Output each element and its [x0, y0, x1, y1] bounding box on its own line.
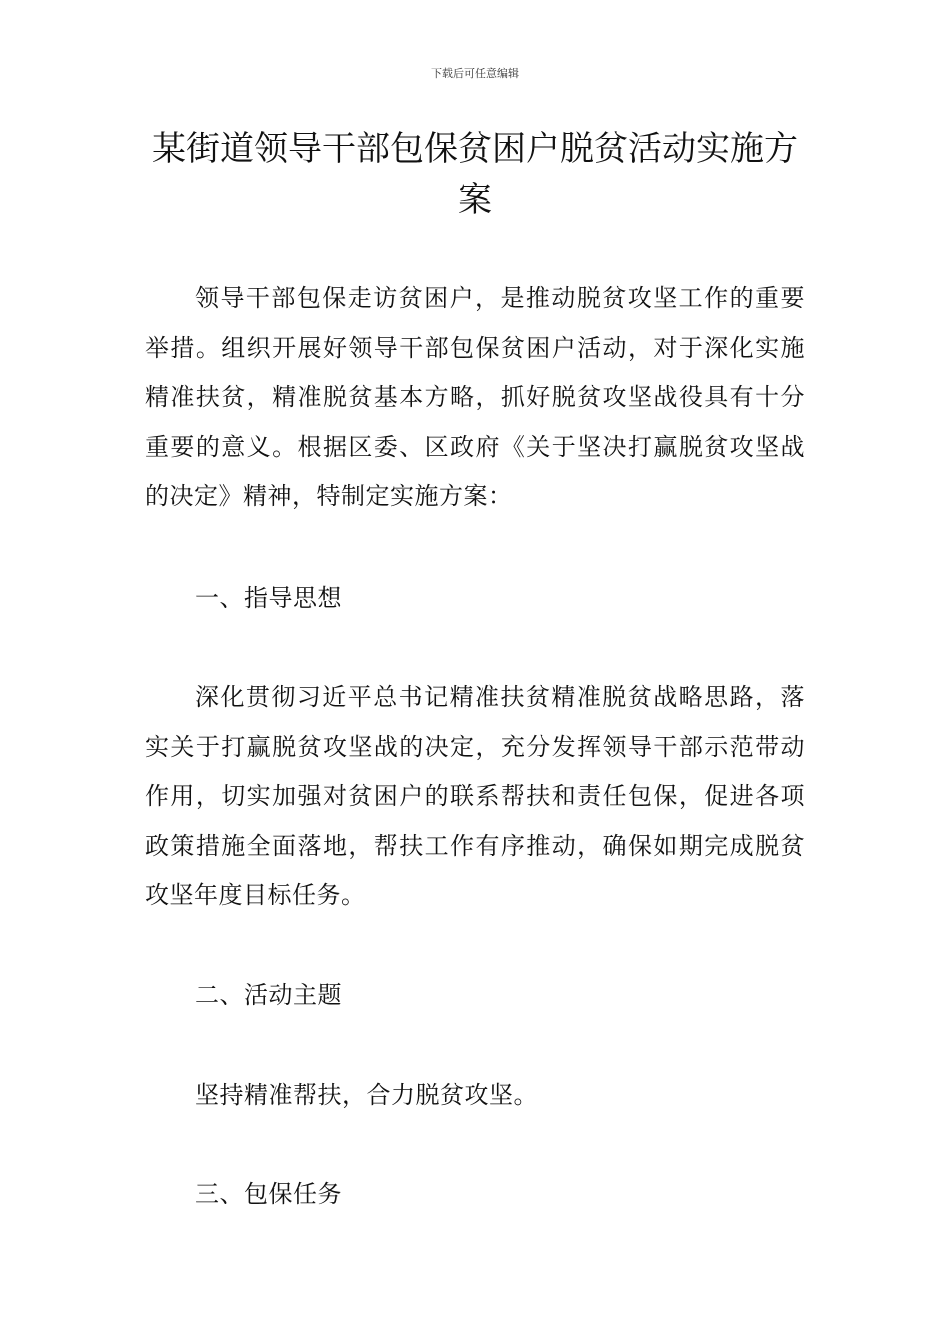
section-heading-activity-theme: 二、活动主题: [195, 981, 342, 1009]
guiding-ideology-paragraph: 深化贯彻习近平总书记精准扶贫精准脱贫战略思路，落实关于打赢脱贫攻坚战的决定，充分发挥领导干部示范带动作用，切实加强对贫困户的联系帮扶和责任包保，促进各项政策措施全面落地，帮扶工作有序推动，确保如期完成脱贫攻坚年度目标任务。: [145, 683, 805, 909]
header-note: 下载后可任意编辑: [431, 67, 519, 80]
intro-paragraph: 领导干部包保走访贫困户，是推动脱贫攻坚工作的重要举措。组织开展好领导干部包保贫困户活动，对于深化实施精准扶贫，精准脱贫基本方略，抓好脱贫攻坚战役具有十分重要的意义。根据区委、区政府《关于坚决打赢脱贫攻坚战的决定》精神，特制定实施方案：: [145, 284, 805, 510]
section-heading-guiding-ideology: 一、指导思想: [195, 584, 342, 612]
document-title: 某街道领导干部包保贫困户脱贫活动实施方案: [152, 129, 798, 220]
activity-theme-paragraph: 坚持精准帮扶，合力脱贫攻坚。: [195, 1081, 538, 1109]
section-heading-tasks: 三、包保任务: [195, 1180, 342, 1208]
